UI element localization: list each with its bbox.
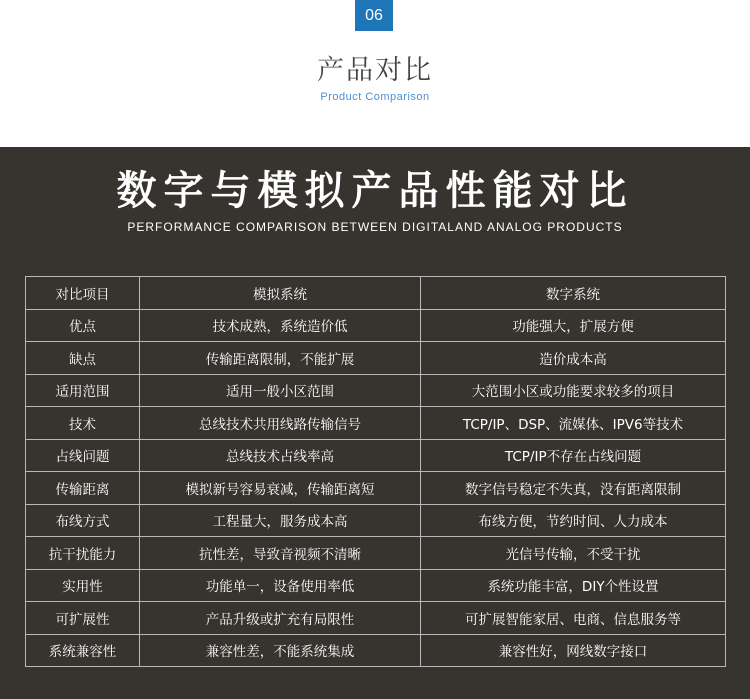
comparison-subtitle: PERFORMANCE COMPARISON BETWEEN DIGITALAND ANALOG PRODUCTS [127,220,623,234]
row-label: 抗干扰能力 [26,537,140,570]
digital-cell: TCP/IP不存在占线问题 [421,439,726,472]
row-label: 系统兼容性 [26,634,140,667]
analog-cell: 模拟新号容易衰减，传输距离短 [140,472,421,505]
analog-cell: 抗性差，导致音视频不清晰 [140,537,421,570]
table-row [26,309,726,342]
row-label: 优点 [26,309,140,342]
table-row [26,407,726,440]
table-row [26,569,726,602]
digital-cell: 大范围小区或功能要求较多的项目 [421,374,726,407]
analog-cell: 工程量大，服务成本高 [140,504,421,537]
row-label: 传输距离 [26,472,140,505]
row-label: 适用范围 [26,374,140,407]
digital-cell: TCP/IP、DSP、流媒体、IPV6等技术 [421,407,726,440]
analog-cell: 适用一般小区范围 [140,374,421,407]
comparison-table [25,276,726,667]
digital-cell: 兼容性好，网线数字接口 [421,634,726,667]
section-number-badge: 06 [355,0,393,31]
row-label: 占线问题 [26,439,140,472]
comparison-title: 数字与模拟产品性能对比 [116,168,634,214]
row-label: 缺点 [26,342,140,375]
digital-cell: 数字信号稳定不失真，没有距离限制 [421,472,726,505]
table-row [26,602,726,635]
digital-cell: 可扩展智能家居、电商、信息服务等 [421,602,726,635]
analog-cell: 总线技术占线率高 [140,439,421,472]
analog-cell: 总线技术共用线路传输信号 [140,407,421,440]
analog-cell: 技术成熟，系统造价低 [140,309,421,342]
digital-cell: 光信号传输，不受干扰 [421,537,726,570]
table-header-row [26,277,726,310]
row-label: 实用性 [26,569,140,602]
header-cell-analog: 模拟系统 [140,277,421,310]
digital-cell: 造价成本高 [421,342,726,375]
row-label: 可扩展性 [26,602,140,635]
row-label: 布线方式 [26,504,140,537]
table-row [26,439,726,472]
table-row [26,374,726,407]
digital-cell: 布线方便，节约时间、人力成本 [421,504,726,537]
table-row [26,504,726,537]
section-title: 产品对比 [317,55,433,86]
analog-cell: 产品升级或扩充有局限性 [140,602,421,635]
analog-cell: 功能单一，设备使用率低 [140,569,421,602]
digital-cell: 功能强大，扩展方便 [421,309,726,342]
analog-cell: 传输距离限制，不能扩展 [140,342,421,375]
table-row [26,634,726,667]
row-label: 技术 [26,407,140,440]
table-row [26,342,726,375]
analog-cell: 兼容性差，不能系统集成 [140,634,421,667]
section-subtitle: Product Comparison [320,91,430,103]
digital-cell: 系统功能丰富，DIY个性设置 [421,569,726,602]
table-row [26,472,726,505]
table-row [26,537,726,570]
header-cell-digital: 数字系统 [421,277,726,310]
header-cell-item: 对比项目 [26,277,140,310]
